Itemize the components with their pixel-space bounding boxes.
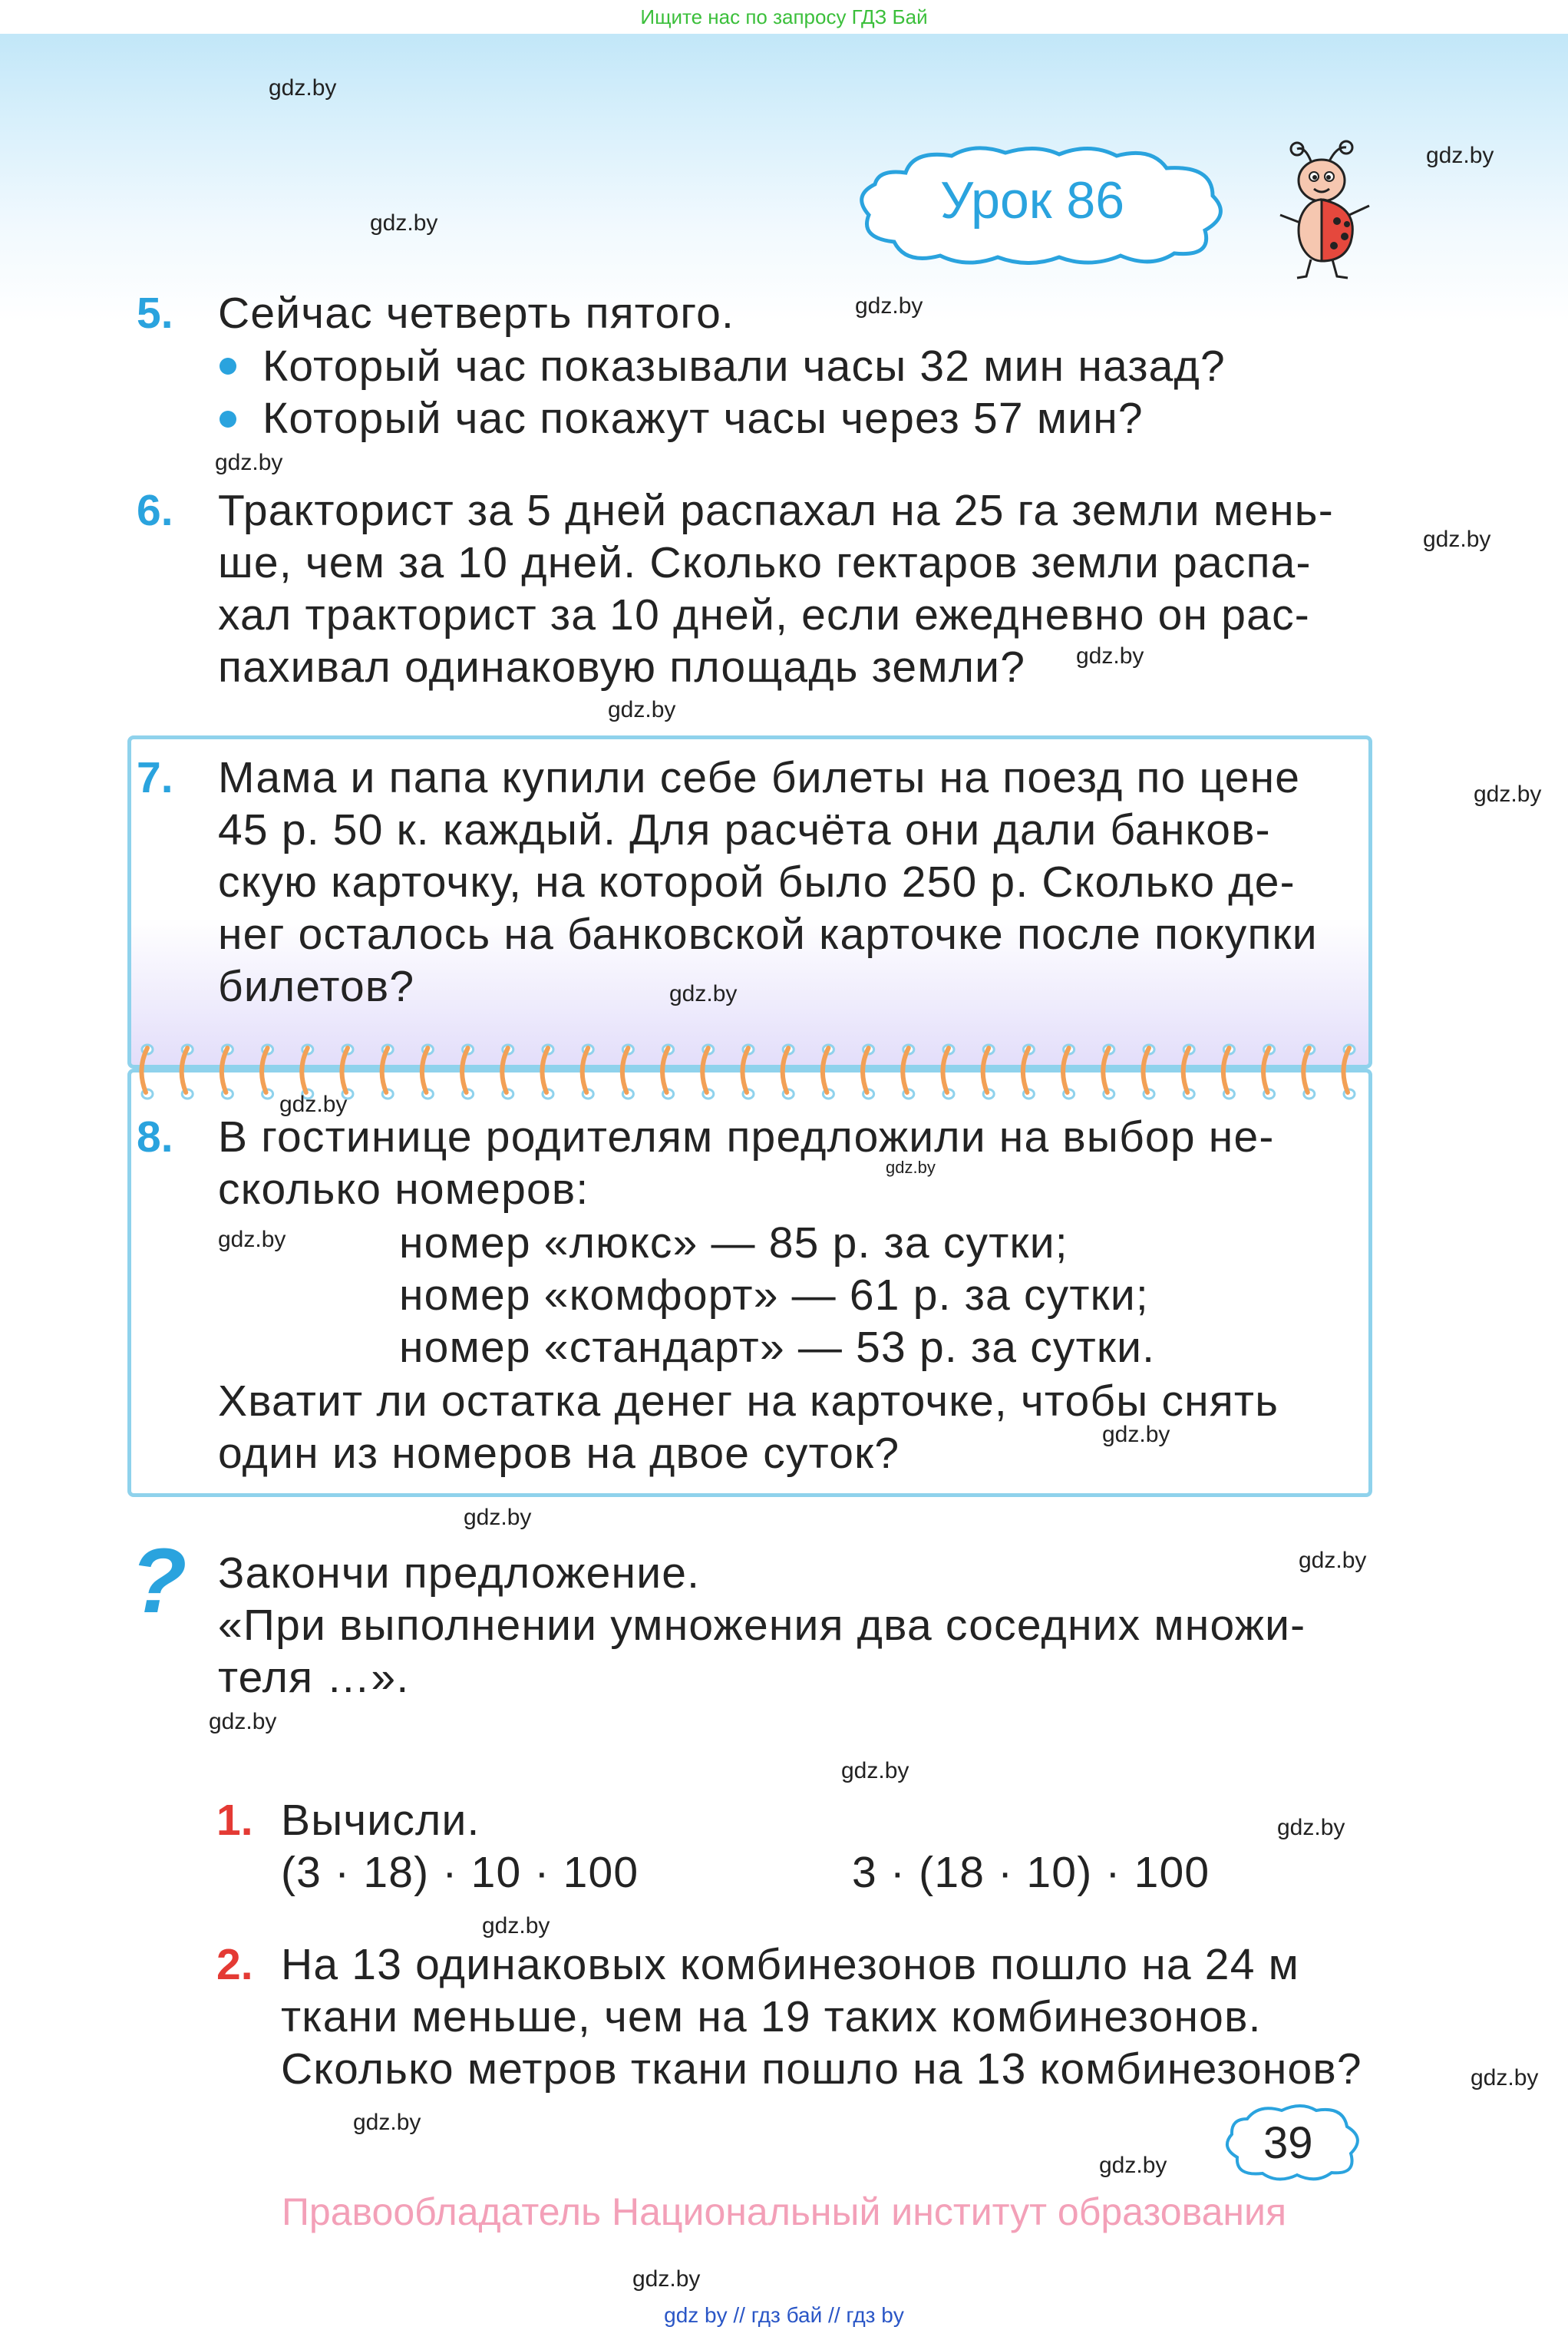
spiral-ring-icon bbox=[542, 1045, 553, 1099]
spiral-ring-icon bbox=[1183, 1045, 1195, 1099]
spiral-ring-icon bbox=[662, 1045, 674, 1099]
task-7-line: 45 р. 50 к. каждый. Для расчёта они дали банков- bbox=[218, 805, 1271, 854]
spiral-ring-icon bbox=[462, 1045, 474, 1099]
task-8-line: один из номеров на двое суток? bbox=[218, 1429, 900, 1478]
task-8-room-line: номер «люкс» — 85 р. за сутки; bbox=[399, 1218, 1068, 1268]
task-5-number: 5. bbox=[137, 289, 173, 338]
task-7-line: Мама и папа купили себе билеты на поезд по цене bbox=[218, 753, 1301, 802]
spiral-ring-icon bbox=[1103, 1045, 1114, 1099]
homework-1-expression-2: 3 · (18 · 10) · 100 bbox=[852, 1848, 1210, 1897]
task-5-text: Сейчас четверть пятого. bbox=[218, 289, 735, 338]
spiral-ring-icon bbox=[1143, 1045, 1154, 1099]
watermark: gdz.by bbox=[1423, 527, 1491, 552]
question-line: «При выполнении умножения два соседних множи- bbox=[218, 1601, 1306, 1650]
watermark: gdz.by bbox=[1299, 1548, 1367, 1573]
watermark: gdz.by bbox=[1277, 1815, 1345, 1840]
task-8-line: Хватит ли остатка денег на карточке, чтобы снять bbox=[218, 1377, 1279, 1426]
bottom-links[interactable]: gdz by // гдз бай // гдз by bbox=[664, 2303, 904, 2327]
spiral-ring-icon bbox=[983, 1045, 995, 1099]
watermark: gdz.by bbox=[370, 210, 438, 236]
watermark: gdz.by bbox=[1474, 782, 1542, 807]
watermark: gdz.by bbox=[269, 75, 337, 101]
spiral-ring-icon bbox=[903, 1045, 914, 1099]
task-8-room-line: номер «стандарт» — 53 р. за сутки. bbox=[399, 1323, 1156, 1372]
watermark: gdz.by bbox=[218, 1227, 286, 1252]
homework-2-number: 2. bbox=[216, 1940, 253, 1989]
spiral-ring-icon bbox=[422, 1045, 434, 1099]
task-8-number: 8. bbox=[137, 1112, 173, 1162]
homework-2-line: На 13 одинаковых комбинезонов пошло на 24 м bbox=[281, 1940, 1300, 1989]
homework-1-text: Вычисли. bbox=[281, 1796, 480, 1845]
lesson-title: Урок 86 bbox=[940, 171, 1125, 230]
watermark: gdz.by bbox=[608, 697, 676, 722]
task-6-line: пахивал одинаковую площадь земли? bbox=[218, 643, 1026, 692]
task-8-line: сколько номеров: bbox=[218, 1165, 589, 1214]
question-mark-icon: ? bbox=[130, 1529, 188, 1632]
top-banner[interactable]: Ищите нас по запросу ГДЗ Бай bbox=[0, 0, 1568, 34]
bullet-icon bbox=[220, 411, 236, 428]
task-7-line: нег осталось на банковской карточке после покупки bbox=[218, 910, 1318, 959]
watermark: gdz.by bbox=[669, 981, 738, 1006]
question-line: теля …». bbox=[218, 1653, 410, 1702]
task-6-line: хал тракторист за 10 дней, если ежедневно он рас- bbox=[218, 590, 1310, 640]
task-6-line: ше, чем за 10 дней. Сколько гектаров земли распа- bbox=[218, 538, 1312, 587]
spiral-ring-icon bbox=[1303, 1045, 1315, 1099]
task-6-number: 6. bbox=[137, 486, 173, 535]
spiral-ring-icon bbox=[262, 1045, 273, 1099]
spiral-ring-icon bbox=[742, 1045, 754, 1099]
spiral-ring-icon bbox=[141, 1045, 153, 1099]
task-6-line: Тракторист за 5 дней распахал на 25 га земли мень- bbox=[218, 486, 1334, 535]
watermark: gdz.by bbox=[464, 1505, 532, 1530]
watermark: gdz.by bbox=[482, 1913, 550, 1938]
homework-1-number: 1. bbox=[216, 1796, 253, 1845]
spiral-ring-icon bbox=[823, 1045, 834, 1099]
ladybug-mascot-icon bbox=[1274, 138, 1374, 284]
watermark: gdz.by bbox=[855, 293, 923, 319]
spiral-ring-icon bbox=[382, 1045, 394, 1099]
page-number: 39 bbox=[1263, 2118, 1313, 2168]
homework-1-expression-1: (3 · 18) · 10 · 100 bbox=[281, 1848, 639, 1897]
spiral-ring-icon bbox=[1023, 1045, 1035, 1099]
spiral-ring-icon bbox=[182, 1045, 193, 1099]
spiral-ring-icon bbox=[502, 1045, 513, 1099]
watermark: gdz.by bbox=[1471, 2065, 1539, 2090]
question-line: Закончи предложение. bbox=[218, 1548, 701, 1598]
watermark: gdz.by bbox=[1102, 1422, 1170, 1447]
watermark: gdz.by bbox=[279, 1092, 348, 1117]
spiral-ring-icon bbox=[783, 1045, 794, 1099]
watermark: gdz.by bbox=[886, 1158, 936, 1177]
watermark: gdz.by bbox=[1099, 2153, 1167, 2178]
spiral-ring-icon bbox=[622, 1045, 634, 1099]
task-5-bullet-2: Который час покажут часы через 57 мин? bbox=[262, 394, 1144, 443]
task-8-room-line: номер «комфорт» — 61 р. за сутки; bbox=[399, 1271, 1149, 1320]
spiral-ring-icon bbox=[1063, 1045, 1074, 1099]
watermark: gdz.by bbox=[1076, 643, 1144, 669]
spiral-ring-icon bbox=[222, 1045, 233, 1099]
spiral-ring-icon bbox=[583, 1045, 594, 1099]
watermark: gdz.by bbox=[215, 450, 283, 475]
spiral-ring-icon bbox=[942, 1045, 954, 1099]
task-5-bullet-1: Который час показывали часы 32 мин назад? bbox=[262, 342, 1226, 391]
bullet-icon bbox=[220, 358, 236, 375]
task-7-line: скую карточку, на которой было 250 р. Сколько де- bbox=[218, 858, 1296, 907]
spiral-ring-icon bbox=[1223, 1045, 1235, 1099]
watermark: gdz.by bbox=[632, 2266, 701, 2292]
task-8-line: В гостинице родителям предложили на выбор не- bbox=[218, 1112, 1275, 1162]
homework-2-line: ткани меньше, чем на 19 таких комбинезонов. bbox=[281, 1992, 1262, 2041]
watermark: gdz.by bbox=[1426, 143, 1494, 168]
spiral-ring-icon bbox=[702, 1045, 714, 1099]
watermark: gdz.by bbox=[209, 1709, 277, 1734]
spiral-ring-icon bbox=[1343, 1045, 1355, 1099]
spiral-ring-icon bbox=[1263, 1045, 1275, 1099]
task-7-number: 7. bbox=[137, 753, 173, 802]
spiral-ring-icon bbox=[863, 1045, 874, 1099]
spiral-ring-icon bbox=[302, 1045, 313, 1099]
homework-2-line: Сколько метров ткани пошло на 13 комбинезонов? bbox=[281, 2044, 1362, 2094]
copyright-notice: Правообладатель Национальный институт образования bbox=[281, 2190, 1287, 2233]
watermark: gdz.by bbox=[841, 1758, 909, 1783]
watermark: gdz.by bbox=[353, 2110, 421, 2135]
task-7-line: билетов? bbox=[218, 962, 415, 1011]
spiral-ring-icon bbox=[342, 1045, 353, 1099]
